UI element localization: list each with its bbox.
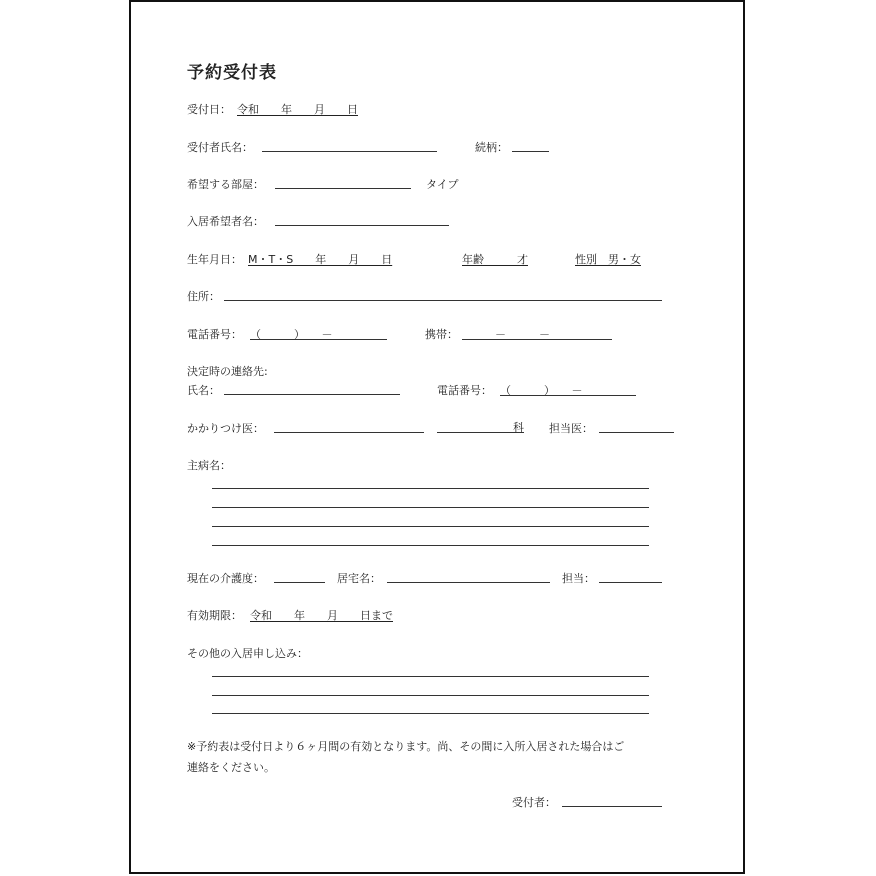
receptionist-label: 受付者氏名： xyxy=(187,141,253,154)
disease-line-4[interactable] xyxy=(212,545,649,546)
reception-date-label: 受付日： xyxy=(187,103,231,116)
disease-label: 主病名： xyxy=(187,459,231,472)
room-type-label: タイプ xyxy=(426,178,459,191)
phone-label: 電話番号： xyxy=(187,328,242,341)
doctor-dept-label: 科 xyxy=(513,421,524,434)
disease-line-3[interactable] xyxy=(212,526,649,527)
emergency-heading: 決定時の連絡先: xyxy=(187,365,268,378)
relation-label: 続柄： xyxy=(475,141,508,154)
emergency-phone-value[interactable]: （ ） － xyxy=(500,384,583,397)
disease-line-2[interactable] xyxy=(212,507,649,508)
birth-label: 生年月日： xyxy=(187,253,242,266)
phone-value[interactable]: （ ） － xyxy=(250,328,333,341)
applicant-field[interactable] xyxy=(275,225,449,226)
age-value[interactable]: 年齢 才 xyxy=(462,253,528,266)
other-line-2[interactable] xyxy=(212,695,649,696)
emergency-name-label: 氏名： xyxy=(187,384,220,397)
room-field[interactable] xyxy=(275,188,411,189)
receiver-label: 受付者： xyxy=(512,796,556,809)
doctor-dept-field[interactable] xyxy=(437,432,524,433)
room-label: 希望する部屋： xyxy=(187,178,264,191)
phone-underline xyxy=(250,339,387,340)
note-line-1: ※予約表は受付日より６ヶ月間の有効となります。尚、その間に入所入居された場合はご xyxy=(187,740,625,753)
emergency-phone-underline xyxy=(500,395,636,396)
validity-label: 有効期限： xyxy=(187,609,242,622)
care-level-label: 現在の介護度： xyxy=(187,572,264,585)
other-line-3[interactable] xyxy=(212,713,649,714)
reception-date-value[interactable]: 令和 年 月 日 xyxy=(237,103,358,116)
emergency-phone-label: 電話番号： xyxy=(437,384,492,397)
mobile-value[interactable]: － － xyxy=(462,328,550,341)
attending-field[interactable] xyxy=(599,432,674,433)
doctor-field[interactable] xyxy=(274,432,424,433)
address-label: 住所： xyxy=(187,290,220,303)
care-staff-label: 担当： xyxy=(562,572,595,585)
applicant-label: 入居希望者名： xyxy=(187,215,264,228)
validity-value[interactable]: 令和 年 月 日まで xyxy=(250,609,393,622)
doctor-label: かかりつけ医： xyxy=(187,422,264,435)
disease-line-1[interactable] xyxy=(212,488,649,489)
other-line-1[interactable] xyxy=(212,676,649,677)
receptionist-field[interactable] xyxy=(262,151,437,152)
note-line-2: 連絡をください。 xyxy=(187,761,275,774)
emergency-name-field[interactable] xyxy=(224,394,400,395)
mobile-underline xyxy=(462,339,612,340)
care-staff-field[interactable] xyxy=(599,582,662,583)
relation-field[interactable] xyxy=(512,151,549,152)
care-home-label: 居宅名： xyxy=(337,572,381,585)
form-title: 予約受付表 xyxy=(187,63,277,83)
mobile-label: 携帯： xyxy=(425,328,458,341)
care-home-field[interactable] xyxy=(387,582,550,583)
birth-value[interactable]: M・T・S 年 月 日 xyxy=(248,253,393,266)
attending-label: 担当医： xyxy=(549,422,593,435)
receiver-field[interactable] xyxy=(562,806,662,807)
sex-value[interactable]: 性別 男・女 xyxy=(575,253,641,266)
care-level-field[interactable] xyxy=(274,582,325,583)
address-field[interactable] xyxy=(224,300,662,301)
other-label: その他の入居申し込み： xyxy=(187,647,308,660)
